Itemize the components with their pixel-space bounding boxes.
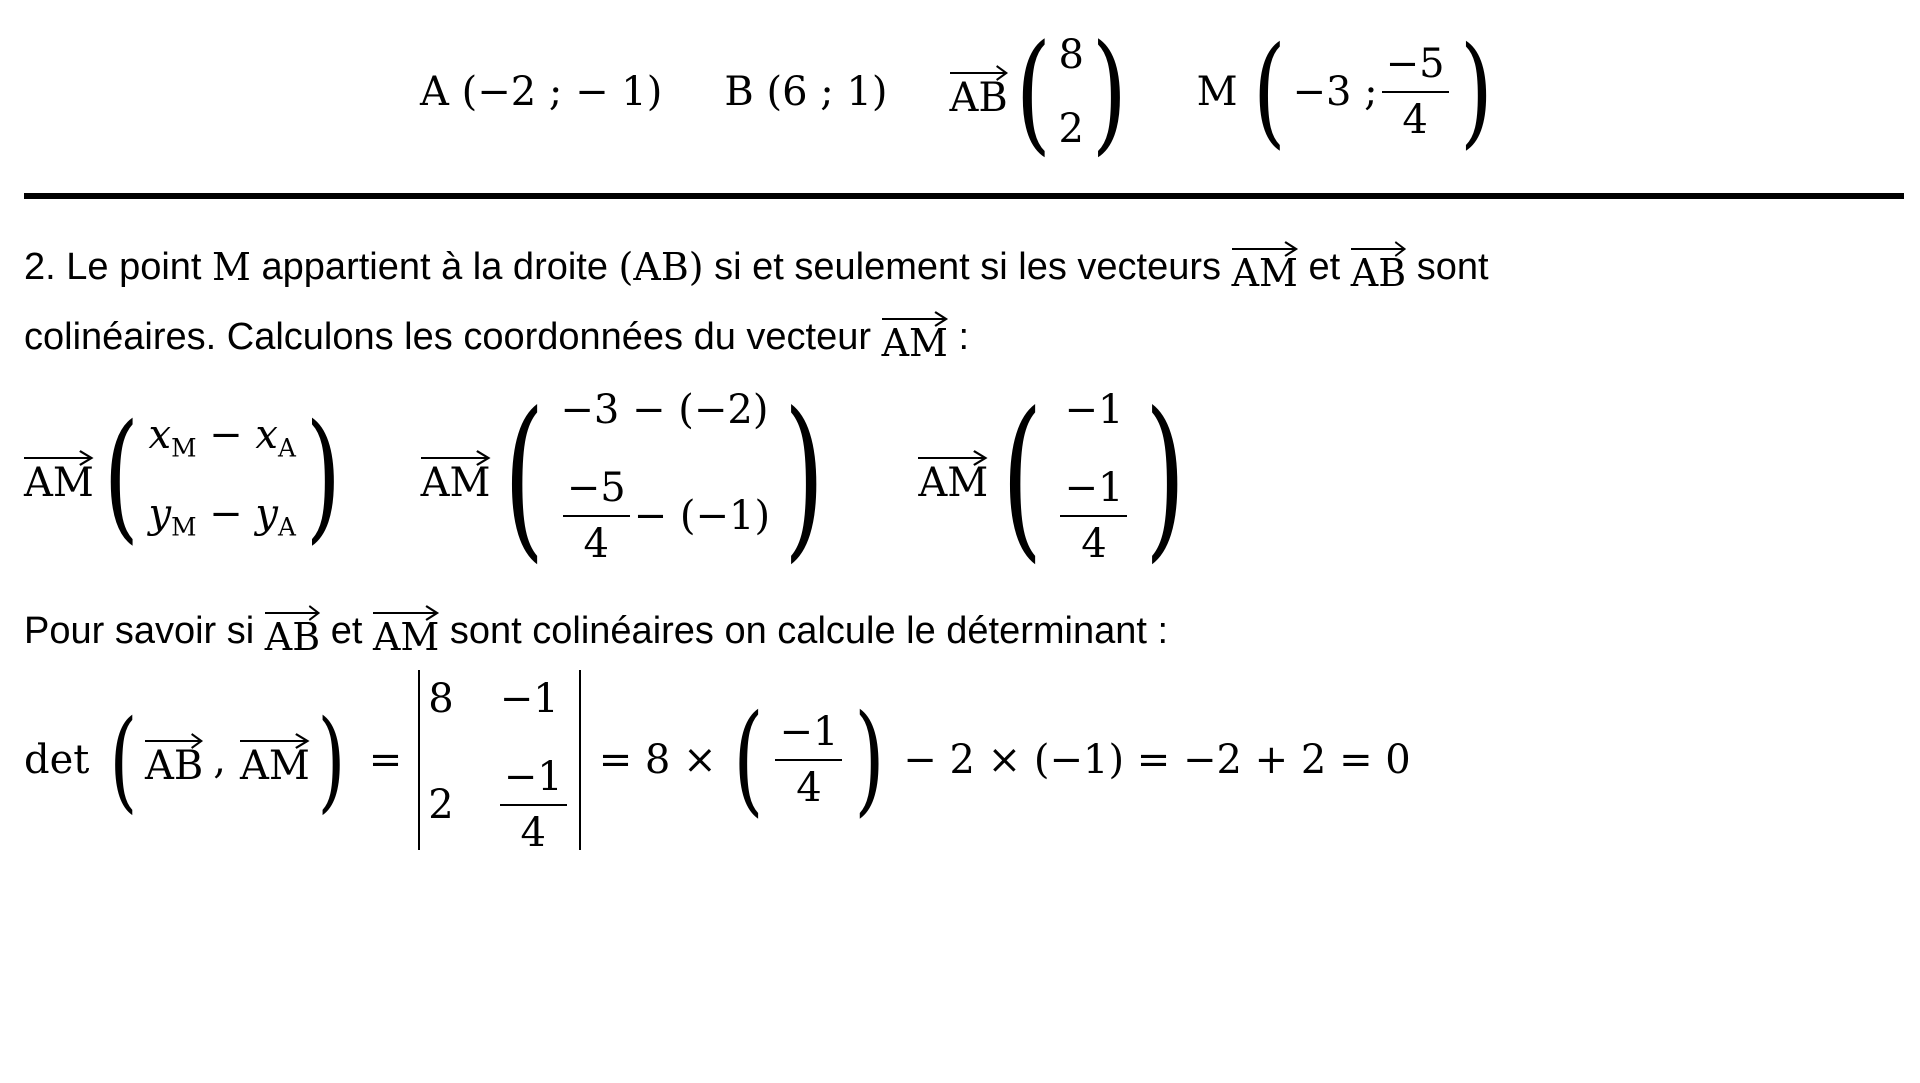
right-paren: ) (854, 690, 886, 829)
vector-ab-coords (1059, 32, 1084, 152)
vector-ab-label: AB (265, 603, 320, 659)
vector-ab-y: 2 (1058, 106, 1084, 152)
vector-am-label: AM (1232, 239, 1298, 295)
point-b: B (6 ; 1) (724, 69, 888, 115)
left-paren: ( (103, 395, 139, 558)
matrix-m11: 8 (428, 676, 454, 722)
fraction-numerator: −5 (1385, 41, 1445, 87)
left-paren: ( (504, 375, 546, 579)
left-paren: ( (1252, 22, 1286, 161)
substitution-top: −3 − (−2) (560, 387, 769, 433)
result-bottom: $\frac{-1}{4}$ (1060, 465, 1127, 567)
formula-bottom: $y_M - y_A$ (148, 491, 296, 542)
point-a: A (−2 ; − 1) (420, 69, 663, 115)
determinant-matrix (418, 670, 580, 856)
determinant-intro: Pour savoir si AB et AM sont colinéaires on calcule le déterminant : (24, 596, 1168, 666)
vector-am-label: AM (918, 448, 988, 506)
point-m-y-fraction (1382, 41, 1449, 143)
right-paren: ) (305, 395, 342, 558)
right-paren: ) (783, 375, 825, 579)
substitution-bottom: $\frac{-5}{4}$ − (−1) (559, 465, 770, 567)
vector-am-label: AM (373, 603, 439, 659)
left-paren: ( (1015, 16, 1051, 168)
formula-column (148, 412, 295, 542)
calc-fraction: $\frac{-1}{4}$ (775, 709, 842, 811)
point-m-x: −3 ; (1292, 69, 1378, 115)
right-paren: ) (1459, 22, 1493, 161)
fraction-denominator: 4 (1402, 97, 1428, 143)
paragraph-line-1: 2. Le point M appartient à la droite (AB) si et seulement si les vecteurs AM et AB sont (24, 232, 1489, 302)
vector-ab-label: AB (145, 731, 203, 789)
vector-am-label: AM (240, 731, 310, 789)
vector-am-label: AM (882, 309, 948, 365)
left-paren: ( (109, 696, 138, 824)
result-top: −1 (1064, 387, 1124, 433)
matrix-m12: −1 (499, 676, 559, 722)
calc-end: − 2 × (−1) = −2 + 2 = 0 (903, 737, 1411, 783)
point-m-label: M (1196, 69, 1238, 115)
separator-rule (24, 193, 1904, 199)
formula-top: $x_M - x_A$ (148, 412, 296, 463)
coordinates-row (24, 375, 1200, 579)
header-points (420, 16, 1499, 168)
right-paren: ) (317, 696, 346, 824)
det-label: det (24, 737, 90, 783)
determinant-calculation: det ( AB , AM ) = 8 −1 2 $\frac{-1}{4}$ = 8 × ( $\frac{-1}{4}$ ) − 2 × (−1) = −2 + 2 = 0 (24, 670, 1411, 850)
vector-ab-label: AB (950, 63, 1008, 121)
vector-ab-x: 8 (1058, 32, 1084, 78)
result-column (1056, 387, 1131, 567)
vector-am-label: AM (24, 448, 94, 506)
paragraph-line-2: colinéaires. Calculons les coordonnées du vecteur AM : (24, 302, 969, 372)
matrix-m21: 2 (428, 782, 454, 828)
left-paren: ( (732, 690, 764, 829)
left-paren: ( (1001, 375, 1043, 579)
right-paren: ) (1145, 375, 1187, 579)
calc-start: = 8 × (598, 737, 717, 783)
vector-am-label: AM (421, 448, 491, 506)
matrix-m22: $\frac{-1}{4}$ (500, 754, 567, 856)
substitution-column (559, 387, 770, 567)
vector-ab-label: AB (1351, 239, 1406, 295)
right-paren: ) (1091, 16, 1128, 168)
